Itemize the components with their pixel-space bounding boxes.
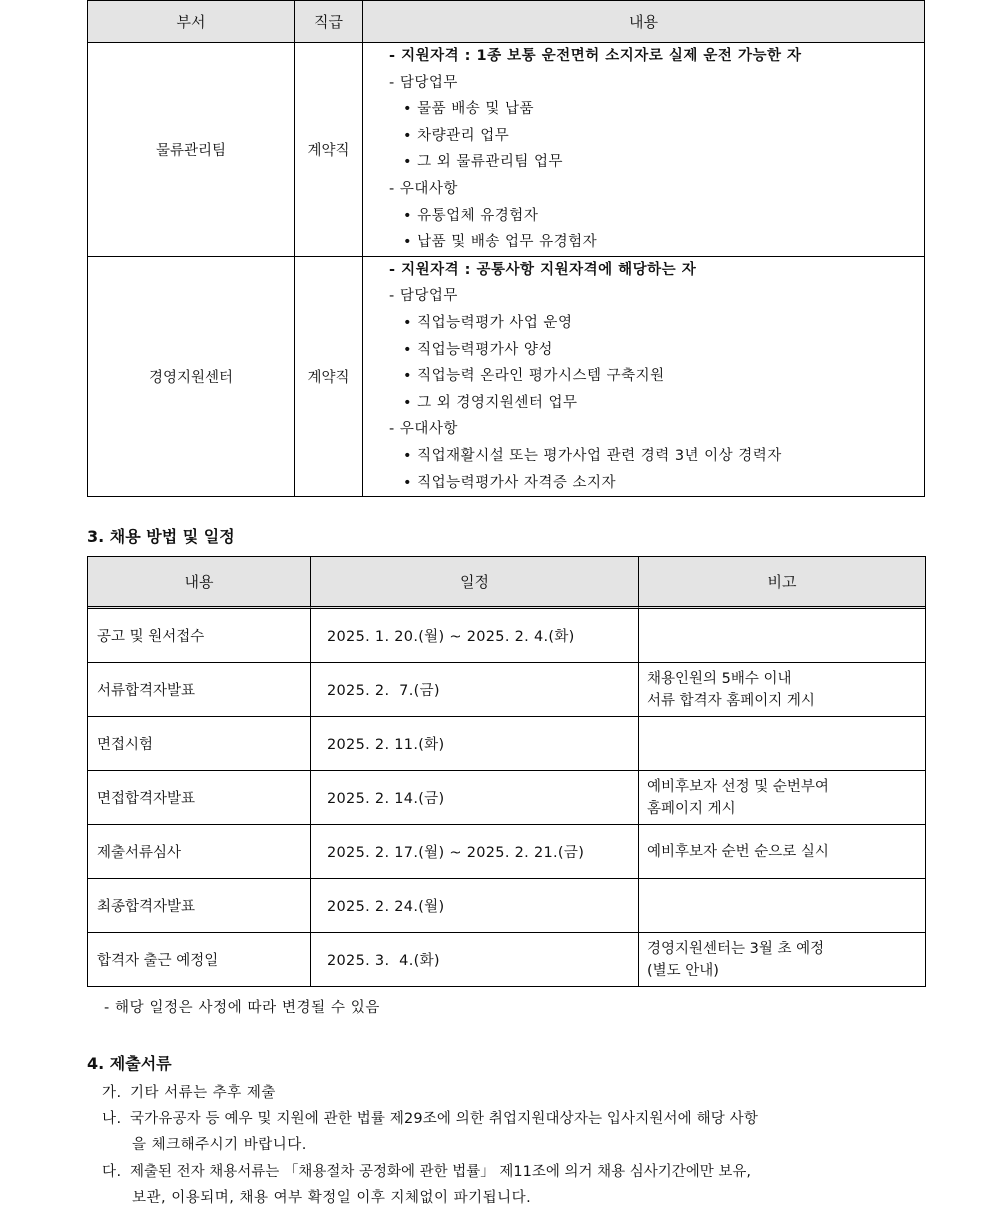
schedule-note: 예비후보자 선정 및 순번부여 홈페이지 게시 [639, 771, 925, 825]
list-text-continued: 보관, 이용되며, 채용 여부 확정일 이후 지체없이 파기됩니다. [132, 1190, 532, 1206]
schedule-item: 합격자 출근 예정일 [88, 933, 311, 986]
content-bullet: • 물품 배송 및 납품 [403, 101, 535, 118]
qualification-line: - 지원자격 : 공통사항 지원자격에 해당하는 자 [389, 261, 697, 278]
section4-title: 4. 제출서류 [87, 1054, 172, 1073]
table-row [88, 825, 925, 879]
schedule-date: 2025. 2. 11.(화) [311, 717, 639, 771]
schedule-item: 제출서류심사 [88, 825, 311, 879]
positions-table [87, 0, 925, 497]
list-marker: 다. [102, 1164, 122, 1180]
dept-cell: 경영지원센터 [88, 256, 295, 496]
list-marker: 나. [102, 1111, 122, 1127]
table-row [88, 609, 925, 663]
list-item [102, 1081, 276, 1102]
schedule-item: 서류합격자발표 [88, 663, 311, 717]
list-text-continued: 을 체크해주시기 바랍니다. [132, 1137, 307, 1153]
list-item [102, 1160, 751, 1181]
table-row [88, 717, 925, 771]
content-bullet: • 직업재활시설 또는 평가사업 관련 경력 3년 이상 경력자 [403, 447, 782, 464]
schedule-note: 경영지원센터는 3월 초 예정 (별도 안내) [647, 940, 825, 979]
schedule-date: 2025. 3. 4.(화) [311, 933, 639, 986]
schedule-header-row [88, 557, 925, 609]
content-bullet: • 직업능력평가 사업 운영 [403, 314, 573, 331]
schedule-note: 예비후보자 순번 순으로 실시 [639, 825, 925, 879]
list-text: 제출된 전자 채용서류는 「채용절차 공정화에 관한 법률」 제11조에 의거 채용 심사기간에만 보유, [130, 1164, 752, 1180]
content-line: - 담당업무 [389, 74, 458, 91]
schedule-item: 공고 및 원서접수 [88, 609, 311, 663]
header-dept: 부서 [88, 1, 295, 43]
content-line: - 우대사항 [389, 421, 458, 438]
schedule-item: 면접합격자발표 [88, 771, 311, 825]
list-item [102, 1107, 758, 1128]
dept-cell: 물류관리팀 [88, 43, 295, 257]
schedule-date: 2025. 2. 14.(금) [311, 771, 639, 825]
header-grade: 직급 [295, 1, 363, 43]
schedule-note [639, 609, 925, 663]
content-bullet: • 납품 및 배송 업무 유경험자 [403, 234, 598, 251]
schedule-note [639, 879, 925, 933]
position-row-logistics [88, 43, 925, 257]
table-row [88, 663, 925, 717]
table-row [88, 933, 925, 986]
list-text: 국가유공자 등 예우 및 지원에 관한 법률 제29조에 의한 취업지원대상자는 입사지원서에 해당 사항 [130, 1111, 758, 1127]
content-bullet: • 차량관리 업무 [403, 127, 510, 144]
list-marker: 가. [102, 1085, 122, 1101]
content-bullet: • 직업능력평가사 양성 [403, 341, 553, 358]
header-item: 내용 [88, 557, 311, 609]
content-line: - 우대사항 [389, 180, 458, 197]
schedule-date: 2025. 2. 7.(금) [311, 663, 639, 717]
schedule-note: 채용인원의 5배수 이내 서류 합격자 홈페이지 게시 [639, 663, 925, 717]
schedule-date: 2025. 1. 20.(월) ~ 2025. 2. 4.(화) [311, 609, 639, 663]
header-date: 일정 [311, 557, 639, 609]
header-content: 내용 [363, 1, 925, 43]
schedule-table [87, 556, 926, 987]
content-bullet: • 직업능력평가사 자격증 소지자 [403, 474, 616, 491]
grade-cell: 계약직 [295, 43, 363, 257]
schedule-item: 최종합격자발표 [88, 879, 311, 933]
table-row [88, 771, 925, 825]
schedule-date: 2025. 2. 17.(월) ~ 2025. 2. 21.(금) [311, 825, 639, 879]
content-bullet: • 그 외 경영지원센터 업무 [403, 394, 578, 411]
schedule-date: 2025. 2. 24.(월) [311, 879, 639, 933]
list-text: 기타 서류는 추후 제출 [130, 1085, 276, 1101]
schedule-item: 면접시험 [88, 717, 311, 771]
section3-title: 3. 채용 방법 및 일정 [87, 527, 235, 546]
content-line: - 담당업무 [389, 288, 458, 305]
content-cell [363, 43, 925, 257]
schedule-note [639, 717, 925, 771]
positions-header-row [88, 1, 925, 43]
content-cell [363, 256, 925, 496]
header-note: 비고 [639, 557, 925, 609]
grade-cell: 계약직 [295, 256, 363, 496]
position-row-management [88, 256, 925, 496]
table-row [88, 879, 925, 933]
qualification-line: - 지원자격 : 1종 보통 운전면허 소지자로 실제 운전 가능한 자 [389, 48, 802, 64]
content-bullet: • 직업능력 온라인 평가시스템 구축지원 [403, 368, 665, 385]
content-bullet: • 유통업체 유경험자 [403, 207, 539, 224]
schedule-footnote: - 해당 일정은 사정에 따라 변경될 수 있음 [104, 1000, 381, 1016]
content-bullet: • 그 외 물류관리팀 업무 [403, 154, 564, 171]
